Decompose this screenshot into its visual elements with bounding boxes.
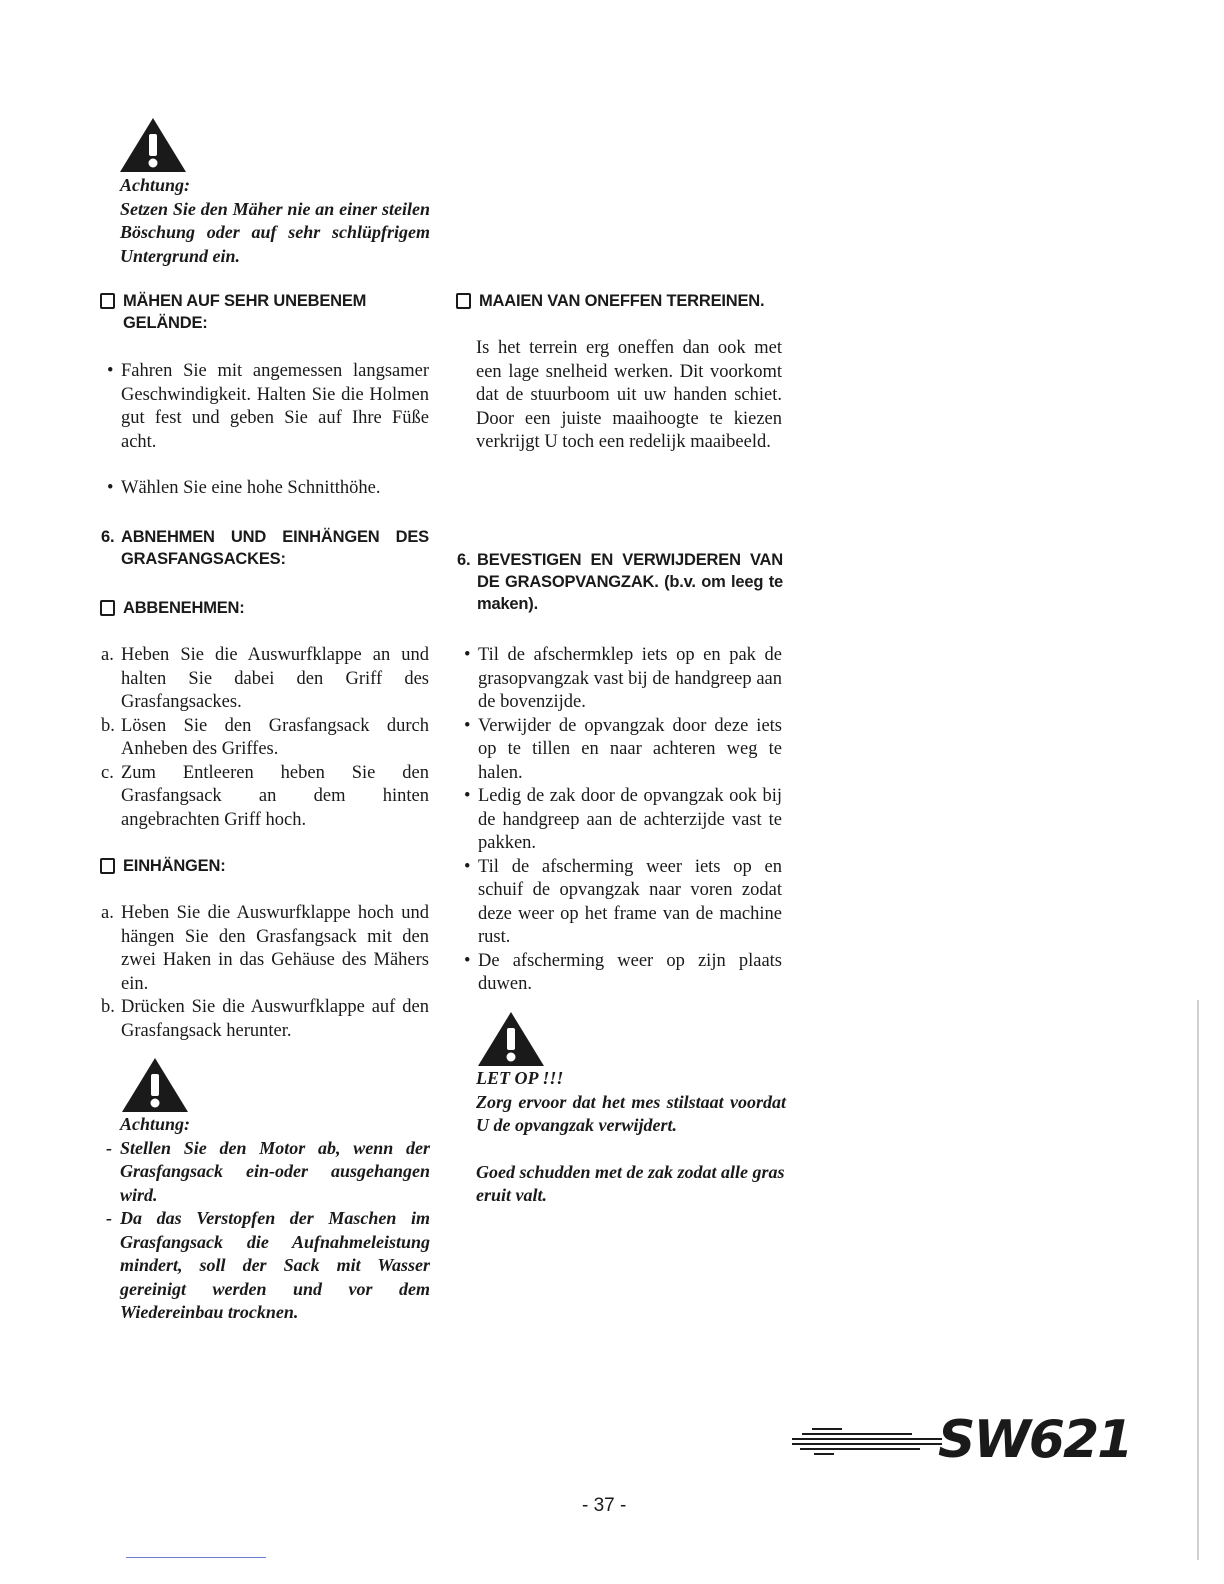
section-heading — [457, 549, 785, 615]
bullet-list — [464, 644, 782, 997]
list-item: • Wählen Sie eine hohe Schnitthöhe. — [107, 477, 429, 501]
list-item — [101, 715, 429, 762]
heading-text: EINHÄNGEN: — [123, 857, 226, 875]
warning-block — [476, 1067, 786, 1208]
list-item: • Ledig de zak door de opvangzak ook bij de handgreep aan de achterzijde vast te pakken. — [464, 785, 782, 856]
warning-note: Goed schudden met de zak zodat alle gras eruit valt. — [476, 1161, 785, 1205]
list-item — [101, 644, 429, 715]
step-mark: b. — [101, 997, 115, 1017]
scan-edge — [1197, 1000, 1199, 1560]
heading-text: ABNEHMEN UND EINHÄNGEN DES GRASFANGSACKES: — [121, 528, 429, 568]
subsection-heading — [100, 855, 226, 877]
dash-mark: - — [106, 1137, 112, 1158]
step-mark: b. — [101, 715, 115, 736]
warning-block — [120, 174, 430, 268]
checkbox-icon — [100, 600, 115, 616]
warning-icon — [120, 1056, 190, 1114]
warning-text: Zorg ervoor dat het mes stilstaat voordat U de opvangzak verwijdert. — [476, 1091, 786, 1135]
logo-speed-lines — [792, 1428, 942, 1458]
warning-label: Achtung: — [120, 1114, 191, 1134]
list-item — [101, 996, 429, 1043]
heading-text: MAAIEN VAN ONEFFEN TERREINEN. — [479, 292, 765, 310]
step-mark: c. — [101, 762, 114, 783]
warning-text: Stellen Sie den Motor ab, wenn der Grasfangsack ein-oder ausgehangen wird. — [120, 1137, 430, 1205]
list-item — [106, 1137, 430, 1208]
checkbox-icon — [456, 293, 471, 309]
bullet-list — [107, 360, 429, 501]
heading-text: MÄHEN AUF SEHR UNEBENEM GELÄNDE: — [123, 292, 367, 332]
warning-icon — [476, 1010, 546, 1068]
brand-logo — [792, 1410, 1152, 1470]
step-list — [101, 902, 429, 1043]
warning-block — [106, 1113, 430, 1325]
heading-text: BEVESTIGEN EN VERWIJDEREN VAN DE GRASOPVANGZAK. (b.v. om leeg te maken). — [477, 551, 783, 613]
checkbox-icon — [100, 293, 115, 309]
warning-text: Da das Verstopfen der Maschen im Grasfangsack die Aufnahmeleistung mindert, soll der Sack mit Wasser gereinigt werden und vor dem Wiedereinbau trocknen. — [120, 1208, 430, 1322]
list-item: • Til de afscherming weer iets op en schuif de opvangzak naar voren zodat deze weer op het frame van de machine rust. — [464, 856, 782, 950]
list-item: • Verwijder de opvangzak door deze iets op te tillen en naar achteren weg te halen. — [464, 715, 782, 786]
heading-text: ABBENEHMEN: — [123, 599, 245, 617]
section-heading — [100, 290, 430, 334]
step-text: Heben Sie die Auswurfklappe hoch und hängen Sie den Grasfangsack mit den zwei Haken in das Gehäuse des Mähers ein. — [121, 903, 429, 994]
section-number: 6. — [101, 528, 115, 546]
list-item — [101, 902, 429, 996]
list-item: • De afscherming weer op zijn plaats duwen. — [464, 950, 782, 997]
paragraph: Is het terrein erg oneffen dan ook met een lage snelheid werken. Dit voorkomt dat de stuurboom uit uw handen schiet. Door een juiste maaihoogte te kiezen verkrijgt U toch een redelijk maaibeeld. — [476, 338, 782, 452]
scan-line — [126, 1557, 266, 1558]
list-item: • Fahren Sie mit angemessen langsamer Geschwindigkeit. Halten Sie die Holmen gut fest und geben Sie auf Ihre Füße acht. — [107, 360, 429, 454]
section-number: 6. — [457, 551, 471, 569]
step-text: Heben Sie die Auswurfklappe an und halten Sie dabei den Griff des Grasfangsackes. — [121, 645, 429, 712]
warning-label: LET OP !!! — [476, 1068, 564, 1088]
step-text: Zum Entleeren heben Sie den Grasfangsack an dem hinten angebrachten Griff hoch. — [121, 762, 429, 830]
step-list — [101, 644, 429, 832]
subsection-heading — [100, 597, 245, 619]
list-item: • Til de afschermklep iets op en pak de grasopvangzak vast bij de handgreep aan de bovenzijde. — [464, 644, 782, 715]
checkbox-icon — [100, 858, 115, 874]
page-number: - 37 - — [582, 1495, 627, 1516]
step-mark: a. — [101, 645, 114, 665]
logo-text: SW621 — [938, 1410, 1132, 1470]
step-mark: a. — [101, 903, 114, 923]
dash-mark: - — [106, 1208, 112, 1228]
list-item — [106, 1207, 430, 1325]
warning-text: Setzen Sie den Mäher nie an einer steilen Böschung oder auf sehr schlüpfrigem Untergrund ein. — [120, 198, 430, 266]
step-text: Drücken Sie die Auswurfklappe auf den Grasfangsack herunter. — [121, 997, 429, 1041]
list-item — [101, 762, 429, 833]
warning-label: Achtung: — [120, 175, 191, 195]
section-heading — [101, 526, 431, 570]
step-text: Lösen Sie den Grasfangsack durch Anheben des Griffes. — [121, 715, 429, 759]
warning-icon — [118, 116, 188, 174]
section-heading — [456, 290, 764, 312]
